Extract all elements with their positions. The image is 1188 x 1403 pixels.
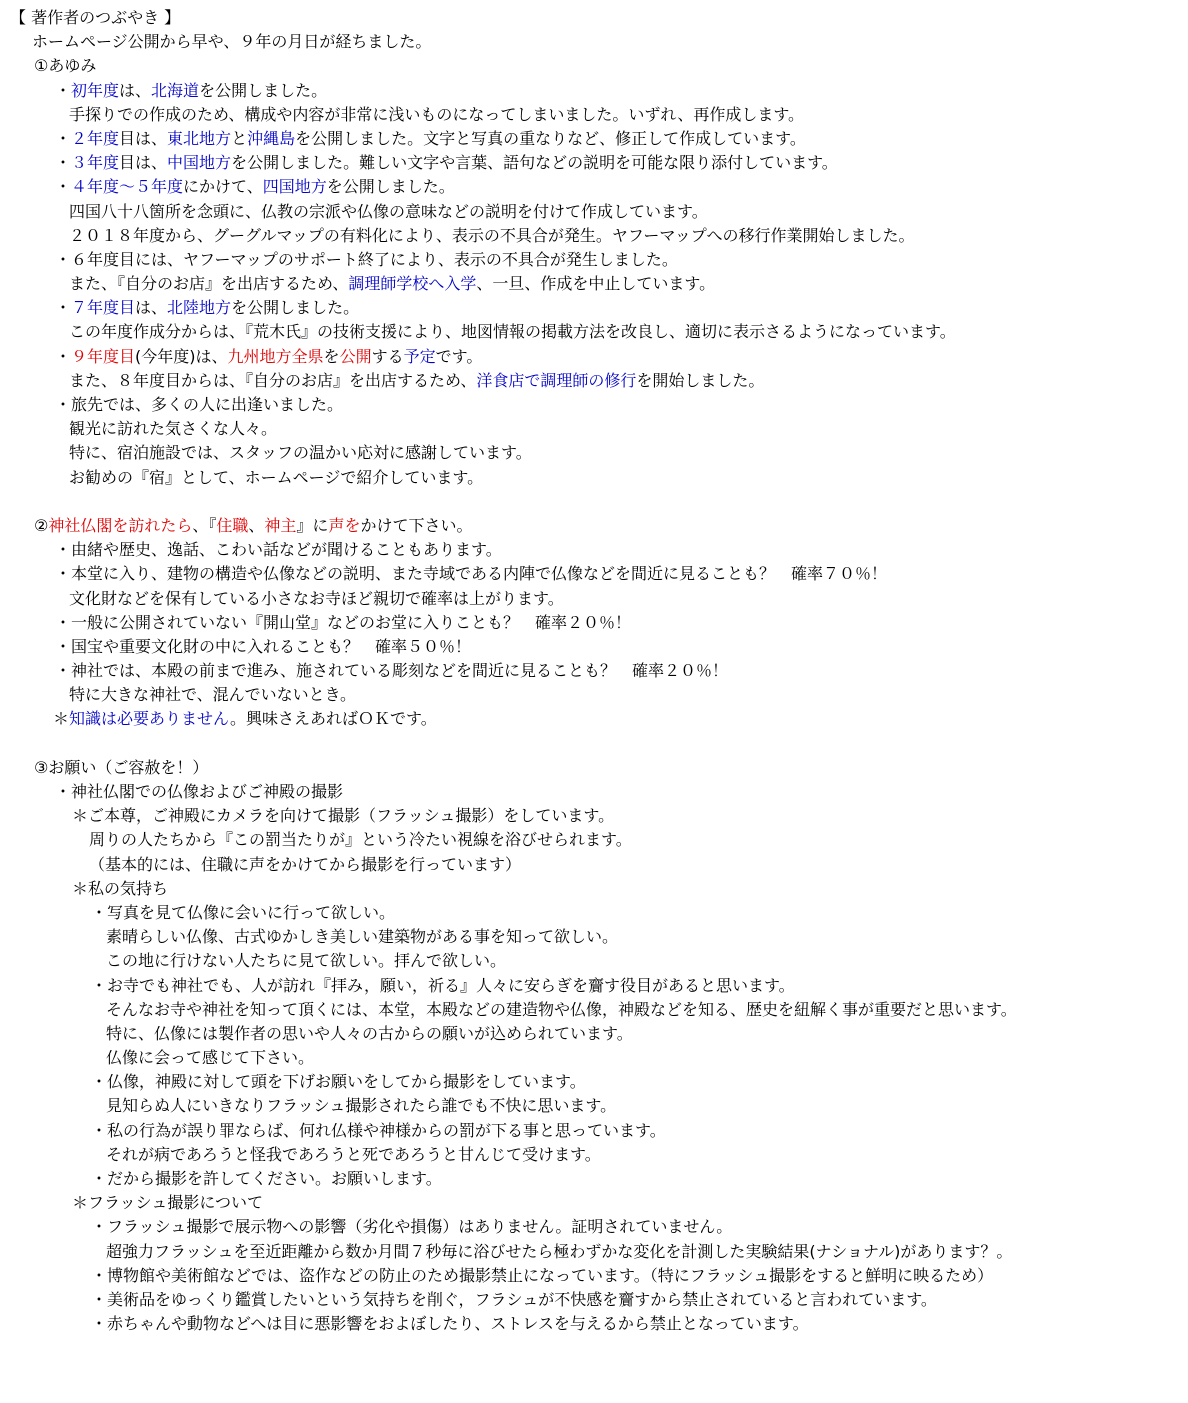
request-line: ・お寺でも神社でも、人が訪れ『拝み，願い，祈る』人々に安らぎを齎す役目があると思います。 (91, 975, 795, 995)
history-line: ・４年度～５年度にかけて、四国地方を公開しました。 (55, 177, 455, 197)
request-line: 素晴らしい仏像、古式ゆかしき美しい建築物がある事を知って欲しい。 (106, 927, 619, 947)
page-title: 【 著作者のつぶやき 】 (10, 8, 181, 27)
intro-text: ホームページ公開から早や、９年の月日が経ちました。 (32, 32, 432, 52)
history-line: ２０１８年度から、グーグルマップの有料化により、表示の不具合が発生。ヤフーマップへの移行作業開始しました。 (69, 225, 915, 245)
history-line: ・９年度目(今年度)は、九州地方全県を公開する予定です。 (55, 346, 483, 366)
visit-line: ・本堂に入り、建物の構造や仏像などの説明、また寺域である内陣で仏像などを間近に見ることも？ 確率７０％！ (55, 564, 888, 584)
request-line: 見知らぬ人にいきなりフラッシュ撮影されたら誰でも不快に思います。 (106, 1096, 617, 1116)
request-subheading: ＊フラッシュ撮影について (72, 1193, 264, 1213)
visit-line: ・一般に公開されていない『開山堂』などのお堂に入りことも？ 確率２０％！ (55, 612, 632, 632)
visit-line: ・由緒や歴史、逸話、こわい話などが聞けることもあります。 (55, 540, 502, 560)
request-line: ・神社仏閣での仏像およびご神殿の撮影 (55, 782, 344, 801)
history-line: 特に、宿泊施設では、スタッフの温かい応対に感謝しています。 (69, 443, 532, 463)
request-line: （基本的には、住職に声をかけてから撮影を行っています） (89, 854, 522, 874)
history-line: 四国八十八箇所を念頭に、仏教の宗派や仏像の意味などの説明を付けて作成しています。 (69, 201, 708, 221)
request-line: ・博物館や美術館などでは、盗作などの防止のため撮影禁止になっています。（特にフラッシュ撮影をすると鮮明に映るため） (91, 1265, 994, 1285)
request-line: ・赤ちゃんや動物などへは目に悪影響をおよぼしたり、ストレスを与えるから禁止となっています。 (91, 1314, 809, 1334)
request-subheading: ＊私の気持ち (72, 878, 169, 898)
visit-line: 特に大きな神社で、混んでいないとき。 (69, 685, 357, 705)
request-line: ・フラッシュ撮影で展示物への影響（劣化や損傷）はありません。証明されていません。 (91, 1217, 733, 1237)
request-line: 周りの人たちから『この罰当たりが』という冷たい視線を浴びせられます。 (89, 830, 632, 850)
visit-line: ・神社では、本殿の前まで進み、施されている彫刻などを間近に見ることも？ 確率２０％！ (55, 661, 728, 681)
request-line: この地に行けない人たちに見て欲しい。拝んで欲しい。 (106, 951, 507, 971)
visit-note: ＊知識は必要ありません。興味さえあればＯＫです。 (53, 709, 437, 729)
history-line: ・２年度目は、東北地方と沖縄島を公開しました。文字と写真の重なりなど、修正して作成しています。 (55, 128, 806, 148)
history-line: お勧めの『宿』として、ホームページで紹介しています。 (69, 467, 484, 487)
request-line: ・だから撮影を許してください。お願いします。 (91, 1169, 442, 1188)
history-line: ・旅先では、多くの人に出逢いました。 (55, 395, 344, 414)
section-heading-history: ①あゆみ (34, 56, 97, 76)
history-line: この年度作成分からは、『荒木氏』の技術支援により、地図情報の掲載方法を改良し、適切に表示さるようになっています。 (69, 322, 956, 342)
history-line: 観光に訪れた気さくな人々。 (69, 419, 278, 439)
request-line: ・美術品をゆっくり鑑賞したいという気持ちを削ぐ，フラシュが不快感を齎すから禁止されていると言われています。 (91, 1289, 937, 1309)
request-line: ・仏像，神殿に対して頭を下げお願いをしてから撮影をしています。 (91, 1072, 586, 1092)
history-line: また、『自分のお店』を出店するため、調理師学校へ入学、一旦、作成を中止しています。 (69, 274, 716, 294)
request-line: ・写真を見て仏像に会いに行って欲しい。 (91, 902, 396, 922)
request-line: ・私の行為が誤り罪ならば、何れ仏様や神様からの罰が下る事と思っています。 (91, 1120, 666, 1140)
request-line: 超強力フラッシュを至近距離から数か月間７秒毎に浴びせたら極わずかな変化を計測した実験結果(ナショナル)があります？。 (106, 1241, 1013, 1261)
request-line: 仏像に会って感じて下さい。 (106, 1048, 315, 1068)
request-line: ＊ご本尊，ご神殿にカメラを向けて撮影（フラッシュ撮影）をしています。 (72, 806, 615, 826)
history-line: また、８年度目からは、『自分のお店』を出店するため、洋食店で調理師の修行を開始しました。 (69, 370, 765, 390)
history-line: ・３年度目は、中国地方を公開しました。難しい文字や言葉、語句などの説明を可能な限り添付しています。 (55, 153, 838, 173)
spacer (10, 732, 1186, 756)
request-line: 特に、仏像には製作者の思いや人々の古からの願いが込められています。 (106, 1023, 633, 1043)
request-line: それが病であろうと怪我であろうと死であろうと甘んじて受けます。 (106, 1144, 601, 1164)
spacer (10, 490, 1186, 514)
history-line: 手探りでの作成のため、構成や内容が非常に浅いものになってしまいました。いずれ、再作成します。 (69, 104, 805, 124)
request-line: そんなお寺や神社を知って頂くには、本堂，本殿などの建造物や仏像，神殿などを知る、歴史を紐解く事が重要だと思います。 (106, 999, 1017, 1019)
article (10, 6, 1186, 1336)
history-line: ・７年度目は、北陸地方を公開しました。 (55, 298, 360, 318)
history-line: ・６年度目には、ヤフーマップのサポート終了により、表示の不具合が発生しました。 (55, 249, 678, 269)
section-heading-request: ③お願い（ご容赦を！） (34, 757, 209, 777)
visit-line: ・国宝や重要文化財の中に入れることも？ 確率５０％！ (55, 636, 472, 656)
history-line: ・初年度は、北海道を公開しました。 (55, 80, 328, 100)
visit-line: 文化財などを保有している小さなお寺ほど親切で確率は上がります。 (69, 588, 564, 608)
section-heading-visit: ②神社仏閣を訪れたら、『住職、神主』に声をかけて下さい。 (34, 515, 473, 535)
